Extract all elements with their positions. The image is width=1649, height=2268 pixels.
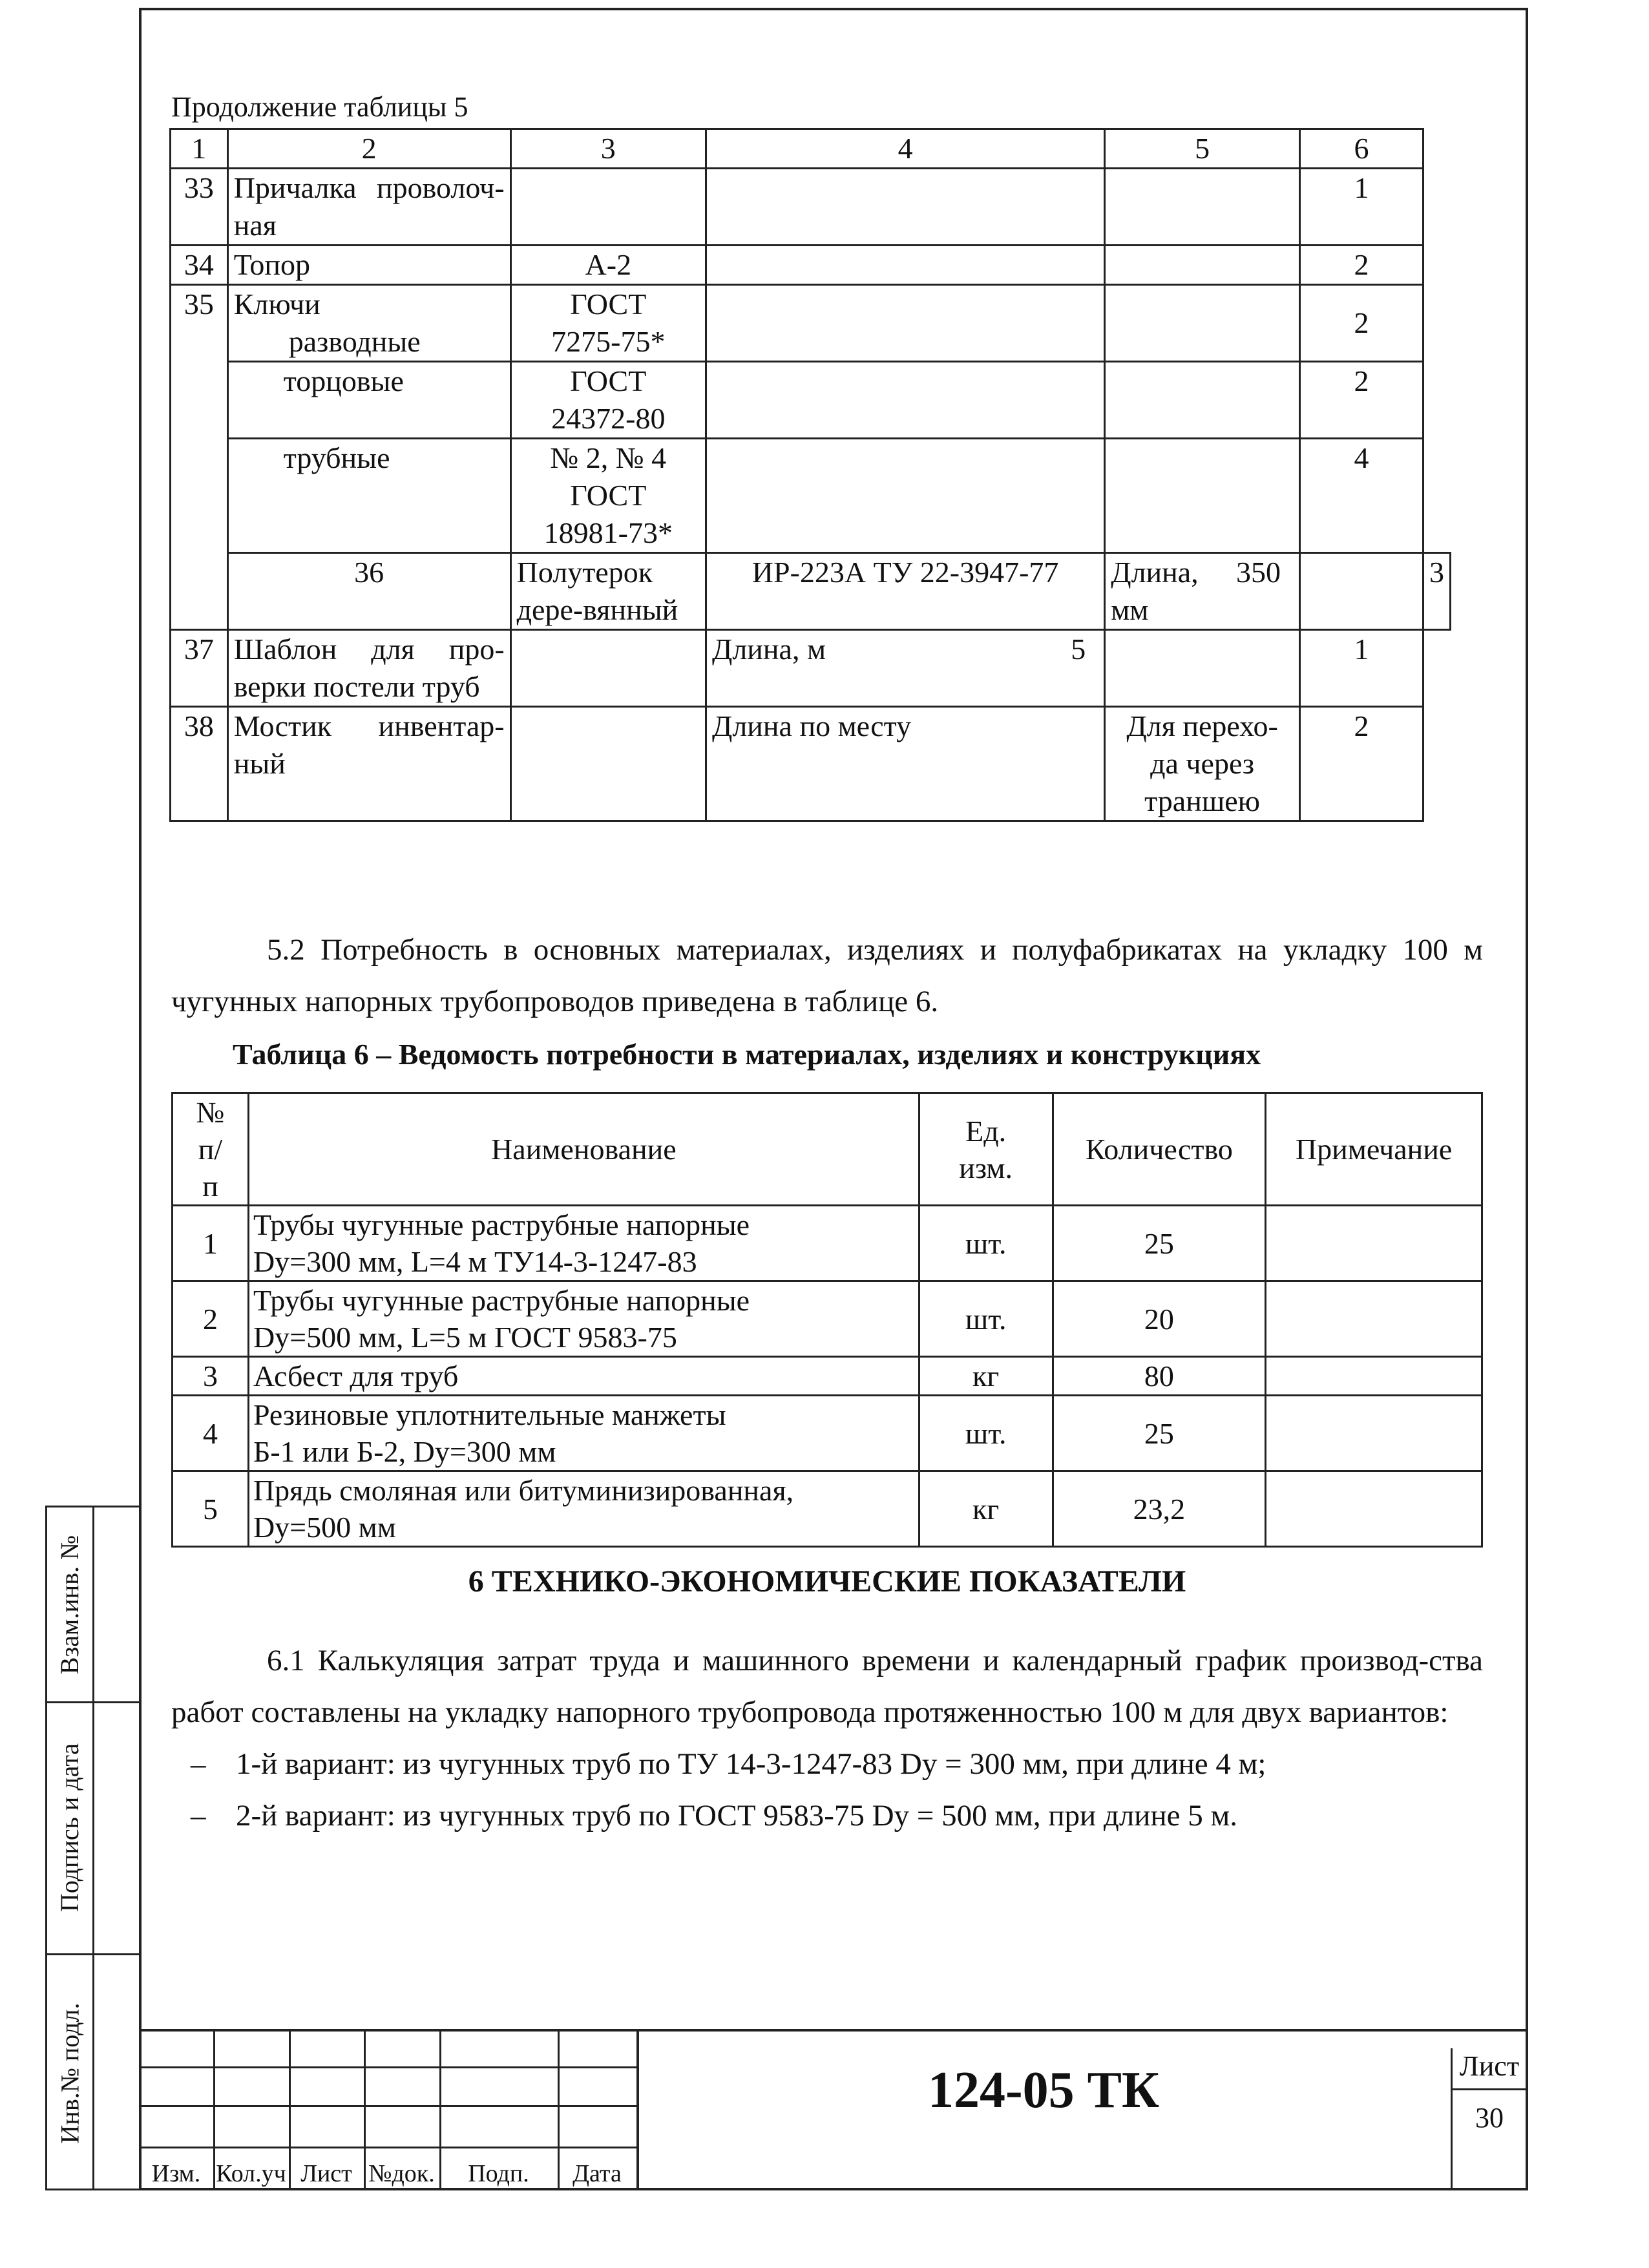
stamp-zam-inv: Взам.инв. № (55, 1535, 85, 1674)
table6-header-row (173, 1093, 1482, 1206)
item-qty: 2 (1300, 362, 1423, 439)
tb-kol: Кол.уч (216, 2160, 286, 2187)
item-name: Трубы чугунные раструбные напорные (253, 1284, 750, 1317)
row-number: 33 (171, 169, 228, 246)
item-qty: 1 (1300, 169, 1423, 246)
item-spec: Dу=500 мм, L=5 м ГОСТ 9583-75 (253, 1321, 677, 1354)
item-unit: шт. (919, 1281, 1053, 1357)
item-unit: шт. (919, 1206, 1053, 1281)
item-note (1266, 1396, 1482, 1471)
table-row (173, 1357, 1482, 1396)
item-qty: 1 (1300, 630, 1423, 707)
item-param-value: 5 (1071, 633, 1086, 666)
table-row (171, 246, 1451, 285)
item-qty: 25 (1053, 1396, 1266, 1471)
item-name: Прядь смоляная или битуминизированная, (253, 1474, 794, 1507)
item-unit: шт. (919, 1396, 1053, 1471)
item-note (1266, 1206, 1482, 1281)
dash-bullet: – (191, 1799, 206, 1832)
row-number: 2 (173, 1281, 249, 1357)
table-row (171, 362, 1451, 439)
table-header-cell: 5 (1105, 129, 1300, 169)
table-header-cell: 3 (510, 129, 706, 169)
table-row (171, 707, 1451, 821)
title-block-revision-grid (139, 2029, 636, 2190)
variant-text: 2-й вариант: из чугунных труб по ГОСТ 9583-75 Dу = 500 мм, при длине 5 м. (236, 1799, 1237, 1832)
header-name: Наименование (248, 1093, 919, 1206)
row-number: 5 (173, 1471, 249, 1547)
table-header-cell: 4 (706, 129, 1104, 169)
item-param: Длина, мм (1111, 556, 1199, 626)
left-stamp-strip (45, 1506, 141, 2190)
item-qty: 2 (1300, 707, 1423, 821)
table-row (171, 169, 1451, 246)
table6-caption: Таблица 6 – Ведомость потребности в материалах, изделиях и конструкциях (233, 1038, 1261, 1071)
item-unit: кг (919, 1471, 1053, 1547)
row-number: 4 (173, 1396, 249, 1471)
table-header-cell: 2 (227, 129, 510, 169)
table-row (171, 285, 1451, 362)
item-note: Для перехо-да через траншею (1105, 707, 1300, 821)
item-subname: трубные (227, 439, 510, 553)
stamp-inv-podl: Инв.№ подл. (55, 2002, 85, 2143)
item-param: Длина, м (711, 633, 826, 666)
header-note: Примечание (1266, 1093, 1482, 1206)
table5-caption: Продолжение таблицы 5 (171, 91, 468, 123)
table-row (173, 1206, 1482, 1281)
item-spec: Dу=500 мм (253, 1511, 396, 1544)
tb-data: Дата (572, 2160, 622, 2187)
paragraph-5-2: 5.2 Потребность в основных материалах, изделиях и полуфабрикатах на укладку 100 м чугунных напорных трубопроводов приведена в таблице 6. (171, 933, 1483, 1018)
item-spec: Dу=300 мм, L=4 м ТУ14-3-1247-83 (253, 1245, 697, 1278)
section-6-title: 6 ТЕХНИКО-ЭКОНОМИЧЕСКИЕ ПОКАЗАТЕЛИ (468, 1564, 1186, 1599)
stamp-podpis-data: Подпись и дата (55, 1743, 85, 1912)
item-qty: 2 (1300, 285, 1423, 362)
item-param: Длина по месту (706, 707, 1104, 821)
row-number: 36 (227, 553, 510, 630)
row-number: 35 (171, 285, 228, 630)
item-qty: 20 (1053, 1281, 1266, 1357)
item-qty: 4 (1300, 439, 1423, 553)
table-header-cell: 1 (171, 129, 228, 169)
variant-1 (171, 1738, 1483, 1790)
item-name: Причалка проволоч-ная (227, 169, 510, 246)
item-qty: 23,2 (1053, 1471, 1266, 1547)
header-unit: Ед. изм. (919, 1093, 1053, 1206)
header-num: № п/п (173, 1093, 249, 1206)
header-qty: Количество (1053, 1093, 1266, 1206)
dash-bullet: – (191, 1747, 206, 1781)
item-note (1266, 1357, 1482, 1396)
item-name: Полутерок дере-вянный (510, 553, 706, 630)
item-mark: А-2 (510, 246, 706, 285)
table-row (173, 1281, 1482, 1357)
variant-text: 1-й вариант: из чугунных труб по ТУ 14-3-1247-83 Dу = 300 мм, при длине 4 м; (236, 1747, 1266, 1781)
row-number: 3 (173, 1357, 249, 1396)
item-unit: кг (919, 1357, 1053, 1396)
item-note (1266, 1471, 1482, 1547)
item-name: Асбест для труб (253, 1360, 459, 1392)
item-name: Ключи (233, 288, 320, 320)
paragraph-6-1: 6.1 Калькуляция затрат труда и машинного времени и календарный график производ-ства работ составлены на укладку напорного трубопровода протяженностью 100 м для двух вариантов: (171, 1644, 1483, 1729)
table-row (173, 1471, 1482, 1547)
item-param-value: 350 (1236, 556, 1281, 589)
item-name: Топор (227, 246, 510, 285)
item-name: Шаблон для про-верки постели труб (227, 630, 510, 707)
table6 (171, 1092, 1483, 1548)
item-qty: 25 (1053, 1206, 1266, 1281)
item-mark: ГОСТ 24372-80 (510, 362, 706, 439)
item-mark: ИР-223А ТУ 22-3947-77 (706, 553, 1104, 630)
item-qty: 2 (1300, 246, 1423, 285)
item-mark: № 2, № 4 ГОСТ 18981-73* (510, 439, 706, 553)
table-row (171, 553, 1451, 630)
row-number: 1 (173, 1206, 249, 1281)
tb-izm: Изм. (151, 2160, 201, 2187)
item-mark: ГОСТ 7275-75* (510, 285, 706, 362)
variant-2 (171, 1790, 1483, 1842)
tb-ndok: №док. (368, 2160, 435, 2187)
row-number: 37 (171, 630, 228, 707)
document-code: 124-05 ТК (927, 2062, 1159, 2119)
strip-divider (92, 1507, 94, 2189)
item-subname: торцовые (227, 362, 510, 439)
item-spec: Б-1 или Б-2, Dу=300 мм (253, 1435, 556, 1468)
item-name: Мостик инвентар-ный (227, 707, 510, 821)
sheet-number: 30 (1475, 2102, 1504, 2134)
sheet-label: Лист (1459, 2050, 1520, 2082)
table-row (171, 439, 1451, 553)
table-row (171, 630, 1451, 707)
tb-podp: Подп. (468, 2160, 529, 2187)
table5-header-row (171, 129, 1451, 169)
tb-list: Лист (300, 2160, 352, 2187)
item-subname: разводные (288, 325, 421, 358)
item-qty: 3 (1423, 553, 1451, 630)
item-qty: 80 (1053, 1357, 1266, 1396)
item-name: Трубы чугунные раструбные напорные (253, 1208, 750, 1241)
paragraph-6-1-block (171, 1635, 1483, 1842)
table-header-cell: 6 (1300, 129, 1423, 169)
table-row (173, 1396, 1482, 1471)
row-number: 38 (171, 707, 228, 821)
item-note (1266, 1281, 1482, 1357)
item-name: Резиновые уплотнительные манжеты (253, 1398, 726, 1431)
table5 (169, 128, 1451, 822)
row-number: 34 (171, 246, 228, 285)
